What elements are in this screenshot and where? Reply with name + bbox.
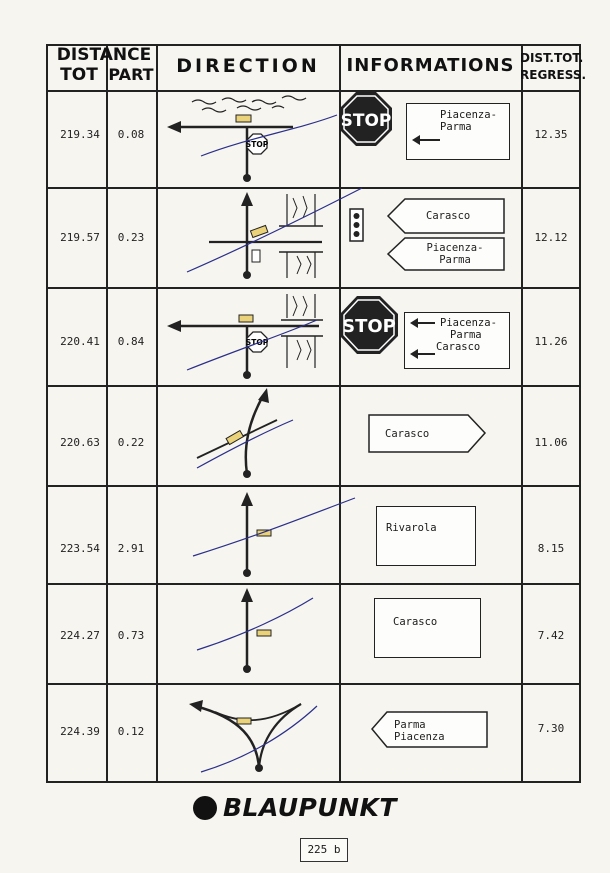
header-regress: REGRESS. bbox=[520, 68, 587, 82]
row-7-sign bbox=[394, 719, 445, 743]
row-2-sign-a: Carasco bbox=[426, 210, 471, 222]
row-6-regress: 7.42 bbox=[537, 629, 565, 642]
row-2-regress: 12.12 bbox=[534, 231, 568, 244]
row-3-sign-line-1: Piacenza- bbox=[440, 317, 497, 329]
row-6-part: 0.73 bbox=[117, 629, 145, 642]
row-1-small-stop: STOP bbox=[245, 140, 269, 149]
col-divider bbox=[106, 46, 108, 781]
row-3-sign-line-3: Carasco bbox=[436, 341, 481, 353]
header-tot: TOT bbox=[60, 65, 98, 85]
row-7-regress: 7.30 bbox=[537, 722, 565, 735]
row-1-stop-sign bbox=[338, 90, 394, 150]
row-3-small-stop: STOP bbox=[245, 338, 269, 347]
page-number: 225 b bbox=[300, 838, 348, 862]
row-5-direction-diagram bbox=[157, 486, 339, 584]
blaupunkt-dot-icon bbox=[193, 796, 217, 820]
row-5-regress: 8.15 bbox=[537, 542, 565, 555]
row-1-direction-diagram bbox=[157, 90, 339, 188]
header-part: PART bbox=[108, 65, 154, 84]
left-arrows-icon bbox=[409, 313, 437, 363]
header-informations: INFORMATIONS bbox=[346, 55, 515, 76]
row-7-sign-line-1: Parma bbox=[394, 719, 426, 731]
brand-logo bbox=[193, 793, 397, 822]
row-3-regress: 11.26 bbox=[534, 335, 568, 348]
row-6-direction-sign: Carasco bbox=[374, 598, 481, 658]
row-3-stop-sign bbox=[338, 294, 400, 356]
row-5-part: 2.91 bbox=[117, 542, 145, 555]
row-7-part: 0.12 bbox=[117, 725, 145, 738]
row-4-part: 0.22 bbox=[117, 436, 145, 449]
row-3-tot: 220.41 bbox=[60, 335, 100, 348]
row-7-sign-line-2: Piacenza bbox=[394, 731, 445, 743]
row-3-stop-text: STOP bbox=[342, 316, 396, 337]
traffic-light-icon bbox=[349, 208, 365, 244]
row-7-direction-diagram bbox=[157, 684, 339, 782]
row-6-direction-diagram bbox=[157, 584, 339, 682]
row-2-part: 0.23 bbox=[117, 231, 145, 244]
row-1-regress: 12.35 bbox=[534, 128, 568, 141]
row-6-tot: 224.27 bbox=[60, 629, 100, 642]
col-divider bbox=[339, 46, 341, 781]
row-3-direction-diagram bbox=[157, 288, 339, 384]
row-2-direction-diagram bbox=[157, 186, 339, 286]
row-3-part: 0.84 bbox=[117, 335, 145, 348]
col-divider bbox=[521, 46, 523, 781]
row-4-tot: 220.63 bbox=[60, 436, 100, 449]
row-1-sign-line-2: Parma bbox=[440, 121, 472, 133]
row-2-sign-b-line-2: Parma bbox=[439, 254, 471, 266]
brand-name: BLAUPUNKT bbox=[223, 793, 397, 822]
row-1-part: 0.08 bbox=[117, 128, 145, 141]
row-2-sign-b-line-1: Piacenza- bbox=[426, 242, 484, 254]
header-direction: DIRECTION bbox=[176, 55, 320, 77]
row-1-tot: 219.34 bbox=[60, 128, 100, 141]
row-4-regress: 11.06 bbox=[534, 436, 568, 449]
row-5-tot: 223.54 bbox=[60, 542, 100, 555]
row-1-stop-text: STOP bbox=[340, 111, 392, 131]
row-4-direction-diagram bbox=[157, 386, 339, 484]
row-1-direction-sign bbox=[406, 103, 510, 160]
row-3-sign-line-2: Parma bbox=[450, 329, 482, 341]
row-2-sign-b bbox=[410, 242, 500, 266]
row-4-sign: Carasco bbox=[385, 428, 430, 440]
left-arrow-icon bbox=[412, 134, 442, 146]
header-dist-tot: DIST.TOT. bbox=[520, 51, 584, 65]
header-distance: DISTANCE bbox=[56, 45, 152, 65]
row-2-tot: 219.57 bbox=[60, 231, 100, 244]
row-5-direction-sign: Rivarola bbox=[376, 506, 476, 566]
row-1-sign-line-1: Piacenza- bbox=[440, 109, 497, 121]
row-7-tot: 224.39 bbox=[60, 725, 100, 738]
